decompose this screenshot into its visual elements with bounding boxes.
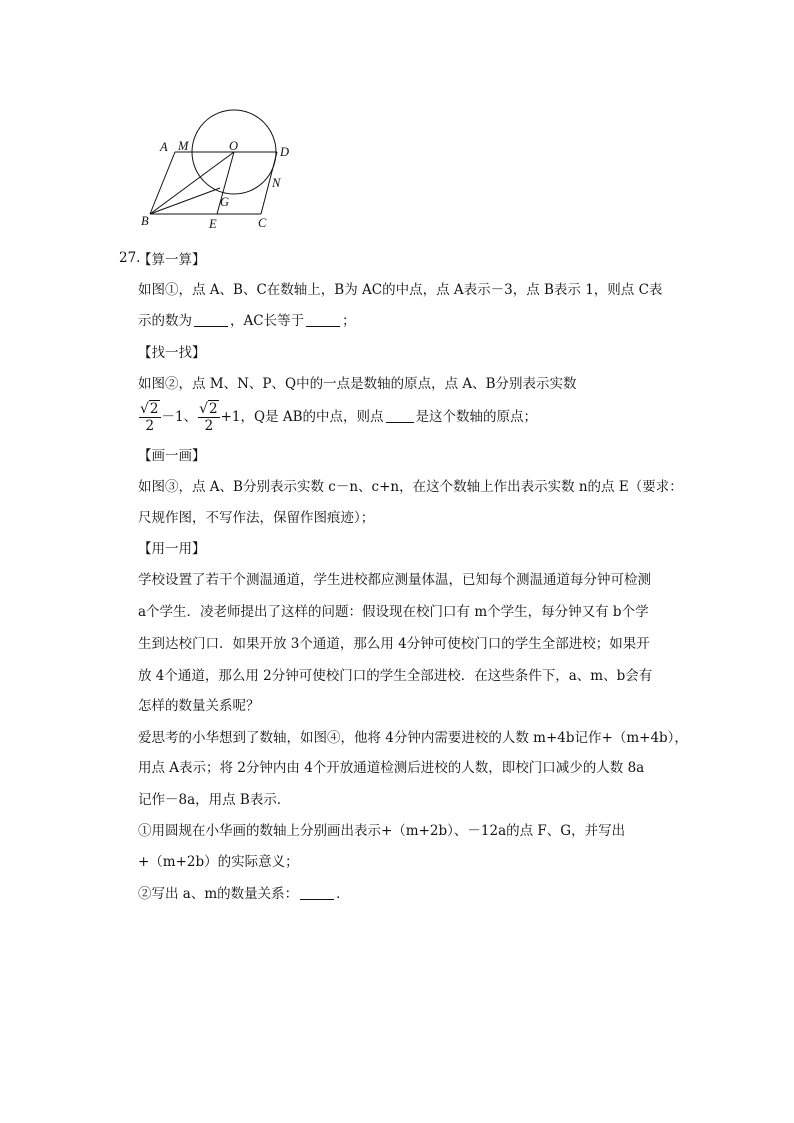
part4-line-4: 放 4个通道，那么用 2分钟可使校门口的学生全部进校．在这些条件下，a、m、b会有 [138, 668, 653, 684]
heading-find: 【找一找】 [138, 345, 206, 361]
part1-line1: 如图①，点 A、B、C在数轴上，B为 AC的中点，点 A表示－3，点 B表示 1，则点 C表 [138, 282, 663, 298]
part2-text-a: Q是 AB的中点，则点 [254, 409, 384, 425]
part1-text-a: 示的数为 [138, 313, 192, 329]
part4-line-8: 记作－8a，用点 B表示． [138, 792, 291, 808]
answer-blank-relation [300, 885, 334, 900]
part4-line-1: 学校设置了若干个测温通道，学生进校都应测量体温，已知每个测温通道每分钟可检测 [138, 572, 651, 588]
answer-blank-ac-length [306, 312, 340, 327]
part4-line-10: +（m+2b）的实际意义； [138, 854, 299, 870]
heading-calculate: 【算一算】 [138, 252, 206, 268]
heading-apply: 【用一用】 [138, 541, 206, 557]
part2-line2 [138, 400, 537, 434]
part2-text-b: 是这个数轴的原点； [415, 409, 538, 425]
part4-line-2: a个学生．凌老师提出了这样的问题：假设现在校门口有 m个学生，每分钟又有 b个学 [138, 604, 649, 620]
fraction-sqrt2-over-2-second: $\frac{√2}{2}$ [199, 401, 218, 434]
label-n: N [272, 176, 281, 190]
label-c: C [258, 216, 267, 230]
label-b: B [141, 214, 149, 228]
answer-blank-origin [386, 408, 414, 423]
label-m: M [178, 139, 189, 153]
label-e: E [209, 217, 217, 231]
part3-line1: 如图③，点 A、B分别表示实数 c－n、c+n，在这个数轴上作出表示实数 n的点 E（要求： [138, 479, 683, 495]
part2-line1: 如图②，点 M、N、P、Q中的一点是数轴的原点，点 A、B分别表示实数 [138, 376, 577, 392]
heading-draw: 【画一画】 [138, 448, 206, 464]
question-number: 27. [119, 250, 141, 266]
part4-last-line [138, 884, 350, 904]
part1-text-b: ，AC长等于 [230, 313, 305, 329]
minus-one-text: －1、 [161, 409, 198, 425]
label-g: G [220, 195, 230, 209]
part1-line2 [138, 311, 356, 331]
part4-line-6: 爱思考的小华想到了数轴，如图④，他将 4分钟内需要进校的人数 m+4b记作+（m+4b）， [138, 730, 688, 746]
geometry-figure [138, 106, 308, 238]
fraction-sqrt2-over-2-first: $\frac{√2}{2}$ [140, 401, 159, 434]
part4-line-7: 用点 A表示；将 2分钟内由 4个开放通道检测后进校的人数，即校门口减少的人数 8a [138, 760, 645, 776]
part3-line2: 尺规作图，不写作法，保留作图痕迹）； [138, 510, 375, 526]
label-a: A [160, 140, 168, 154]
answer-blank-c-value [194, 312, 228, 327]
segment-bg [150, 188, 220, 214]
part4-line-3: 生到达校门口．如果开放 3个通道，那么用 4分钟可使校门口的学生全部进校；如果开 [138, 636, 650, 652]
label-o: O [229, 139, 239, 153]
label-d: D [280, 145, 290, 159]
part1-text-c: ； [342, 313, 356, 329]
part4-last-text-b: ． [336, 886, 350, 902]
plus-one-text: +1， [220, 409, 255, 425]
part4-line-5: 怎样的数量关系呢？ [138, 698, 260, 714]
part4-line-9: ①用圆规在小华画的数轴上分别画出表示+（m+2b）、－12a的点 F、G，并写出 [138, 823, 626, 839]
part4-last-text-a: ②写出 a、m的数量关系： [138, 886, 299, 902]
